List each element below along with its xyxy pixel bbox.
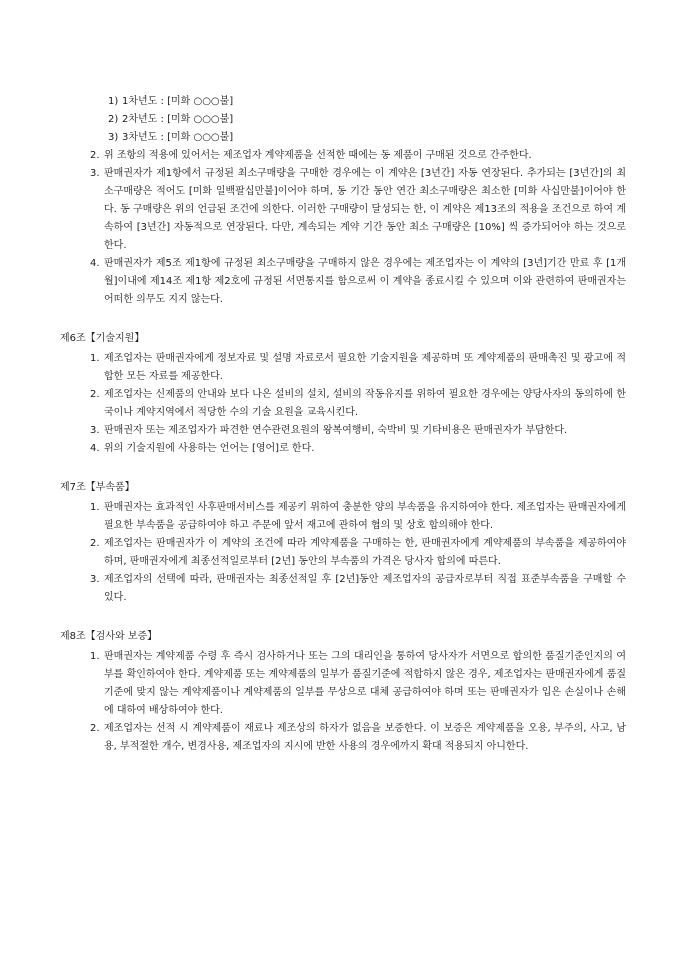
clause-item <box>90 255 626 309</box>
clause-number: 3. <box>90 574 100 585</box>
clause-number: 3. <box>90 425 100 436</box>
list-item <box>108 111 626 129</box>
clause-text: 판매권자는 계약제품 수령 후 즉시 검사하거나 또는 그의 대리인을 통하여 당사자가 서면으로 합의한 품질기준인지의 여부를 확인하여야 한다. 계약제품 또는 계약제품의 일부가 품질기준에 적합하지 않은 경우, 제조업자는 판매권자에게 품질기준에 맞지 않는 계약제품이나 계약제품의 일부를 무상으로 대체 공급하여야 하며 또는 판매권자가 입은 손실이나 손해에 대하여 배상하여야 한다. <box>104 651 626 716</box>
clause-text: 제조업자는 선적 시 계약제품이 재료나 제조상의 하자가 없음을 보증한다. 이 보증은 계약제품을 오용, 부주의, 사고, 남용, 부적절한 개수, 변경사용, 제조업자의 지시에 반한 사용의 경우에까지 확대 적용되지 아니한다. <box>104 723 626 752</box>
list-item <box>108 93 626 111</box>
list-item-number: 2) <box>108 114 119 125</box>
clause-item <box>90 499 626 535</box>
clause-number: 1. <box>90 353 100 364</box>
clause-number: 4. <box>90 258 100 269</box>
clause-text: 판매권자가 제1항에서 규정된 최소구매량을 구매한 경우에는 이 계약은 [3년간] 자동 연장된다. 추가되는 [3년간]의 최소구매량은 적어도 [미화 일백팔십만불]이어야 하며, 동 기간 동안 연간 최소구매량은 최소한 [미화 사십만불]이어야 한다. 동 구매량은 위의 언급된 조건에 의한다. 이러한 구매량이 달성되는 한, 이 계약은 제13조의 적용을 조건으로 하여 계속하여 [3년간] 자동적으로 연장된다. 다만, 계속되는 계약 기간 동안 최소 구매량은 [10%] 씩 증가되어야 하는 것으로 한다. <box>104 168 626 251</box>
article-6 <box>60 330 626 458</box>
clause-item <box>90 571 626 607</box>
clause-item <box>90 147 626 165</box>
clause-item <box>90 535 626 571</box>
article-title: 제6조【기술지원】 <box>60 333 145 344</box>
clause-number: 3. <box>90 168 100 179</box>
list-item-text: 1차년도 : [미화 ○○○불] <box>122 96 234 107</box>
clause-item <box>90 165 626 255</box>
clause-item <box>90 648 626 720</box>
clause-text: 위 조항의 적용에 있어서는 제조업자 계약제품을 선적한 때에는 동 제품이 구매된 것으로 간주한다. <box>104 150 532 161</box>
clause-text: 제조업자는 판매권자가 이 계약의 조건에 따라 계약제품을 구매하는 한, 판매권자에게 계약제품의 부속품을 제공하여야 하며, 판매권자에게 최종선적일로부터 [2년] 동안의 부속품의 가격은 당사자 합의에 따른다. <box>104 538 626 567</box>
clause-number: 2. <box>90 150 100 161</box>
article-5-continuation <box>60 93 626 309</box>
clause-text: 제조업자는 판매권자에게 정보자료 및 설명 자료로서 필요한 기술지원을 제공하며 또 계약제품의 판매촉진 및 광고에 적합한 모든 자료를 제공한다. <box>104 353 626 382</box>
list-item-text: 2차년도 : [미화 ○○○불] <box>122 114 234 125</box>
clause-number: 1. <box>90 502 100 513</box>
list-item-number: 1) <box>108 96 119 107</box>
article-7 <box>60 479 626 607</box>
list-item <box>108 129 626 147</box>
clause-item <box>90 422 626 440</box>
clause-number: 2. <box>90 389 100 400</box>
clause-item <box>90 350 626 386</box>
list-item-text: 3차년도 : [미화 ○○○불] <box>122 132 234 143</box>
clause-text: 위의 기술지원에 사용하는 언어는 [영어]로 한다. <box>104 443 315 454</box>
article-title: 제7조【부속품】 <box>60 482 135 493</box>
clause-number: 4. <box>90 443 100 454</box>
clause-number: 1. <box>90 651 100 662</box>
clause-text: 판매권자는 효과적인 사후판매서비스를 제공키 위하여 충분한 양의 부속품을 유지하여야 한다. 제조업자는 판매권자에게 필요한 부속품을 공급하여야 하고 주문에 앞서 재고에 관하여 협의 및 상호 합의해야 한다. <box>104 502 626 531</box>
clause-text: 판매권자 또는 제조업자가 파견한 연수관련요원의 왕복여행비, 숙박비 및 기타비용은 판매권자가 부담한다. <box>104 425 568 436</box>
list-item-number: 3) <box>108 132 119 143</box>
article-8 <box>60 628 626 756</box>
document-body <box>60 93 626 756</box>
clause-item <box>90 720 626 756</box>
clause-text: 제조업자는 신제품의 안내와 보다 나은 설비의 설치, 설비의 작동유지를 위하여 필요한 경우에는 양당사자의 동의하에 한국이나 계약지역에서 적당한 수의 기술 요원을 교육시킨다. <box>104 389 626 418</box>
minimum-purchase-list <box>108 93 626 147</box>
clause-text: 제조업자의 선택에 따라, 판매권자는 최종선적일 후 [2년]동안 제조업자의 공급자로부터 직접 표준부속품을 구매할 수 있다. <box>104 574 626 603</box>
clause-number: 2. <box>90 723 100 734</box>
clause-number: 2. <box>90 538 100 549</box>
clause-text: 판매권자가 제5조 제1항에 규정된 최소구매량을 구매하지 않은 경우에는 제조업자는 이 계약의 [3년]기간 만료 후 [1개월]이내에 제14조 제1항 제2호에 규정된 서면통지를 함으로써 이 계약을 종료시킬 수 있으며 이와 관련하여 판매권자는 어떠한 의무도 지지 않는다. <box>104 258 626 305</box>
clause-item <box>90 386 626 422</box>
article-title: 제8조【검사와 보증】 <box>60 631 158 642</box>
clause-item <box>90 440 626 458</box>
